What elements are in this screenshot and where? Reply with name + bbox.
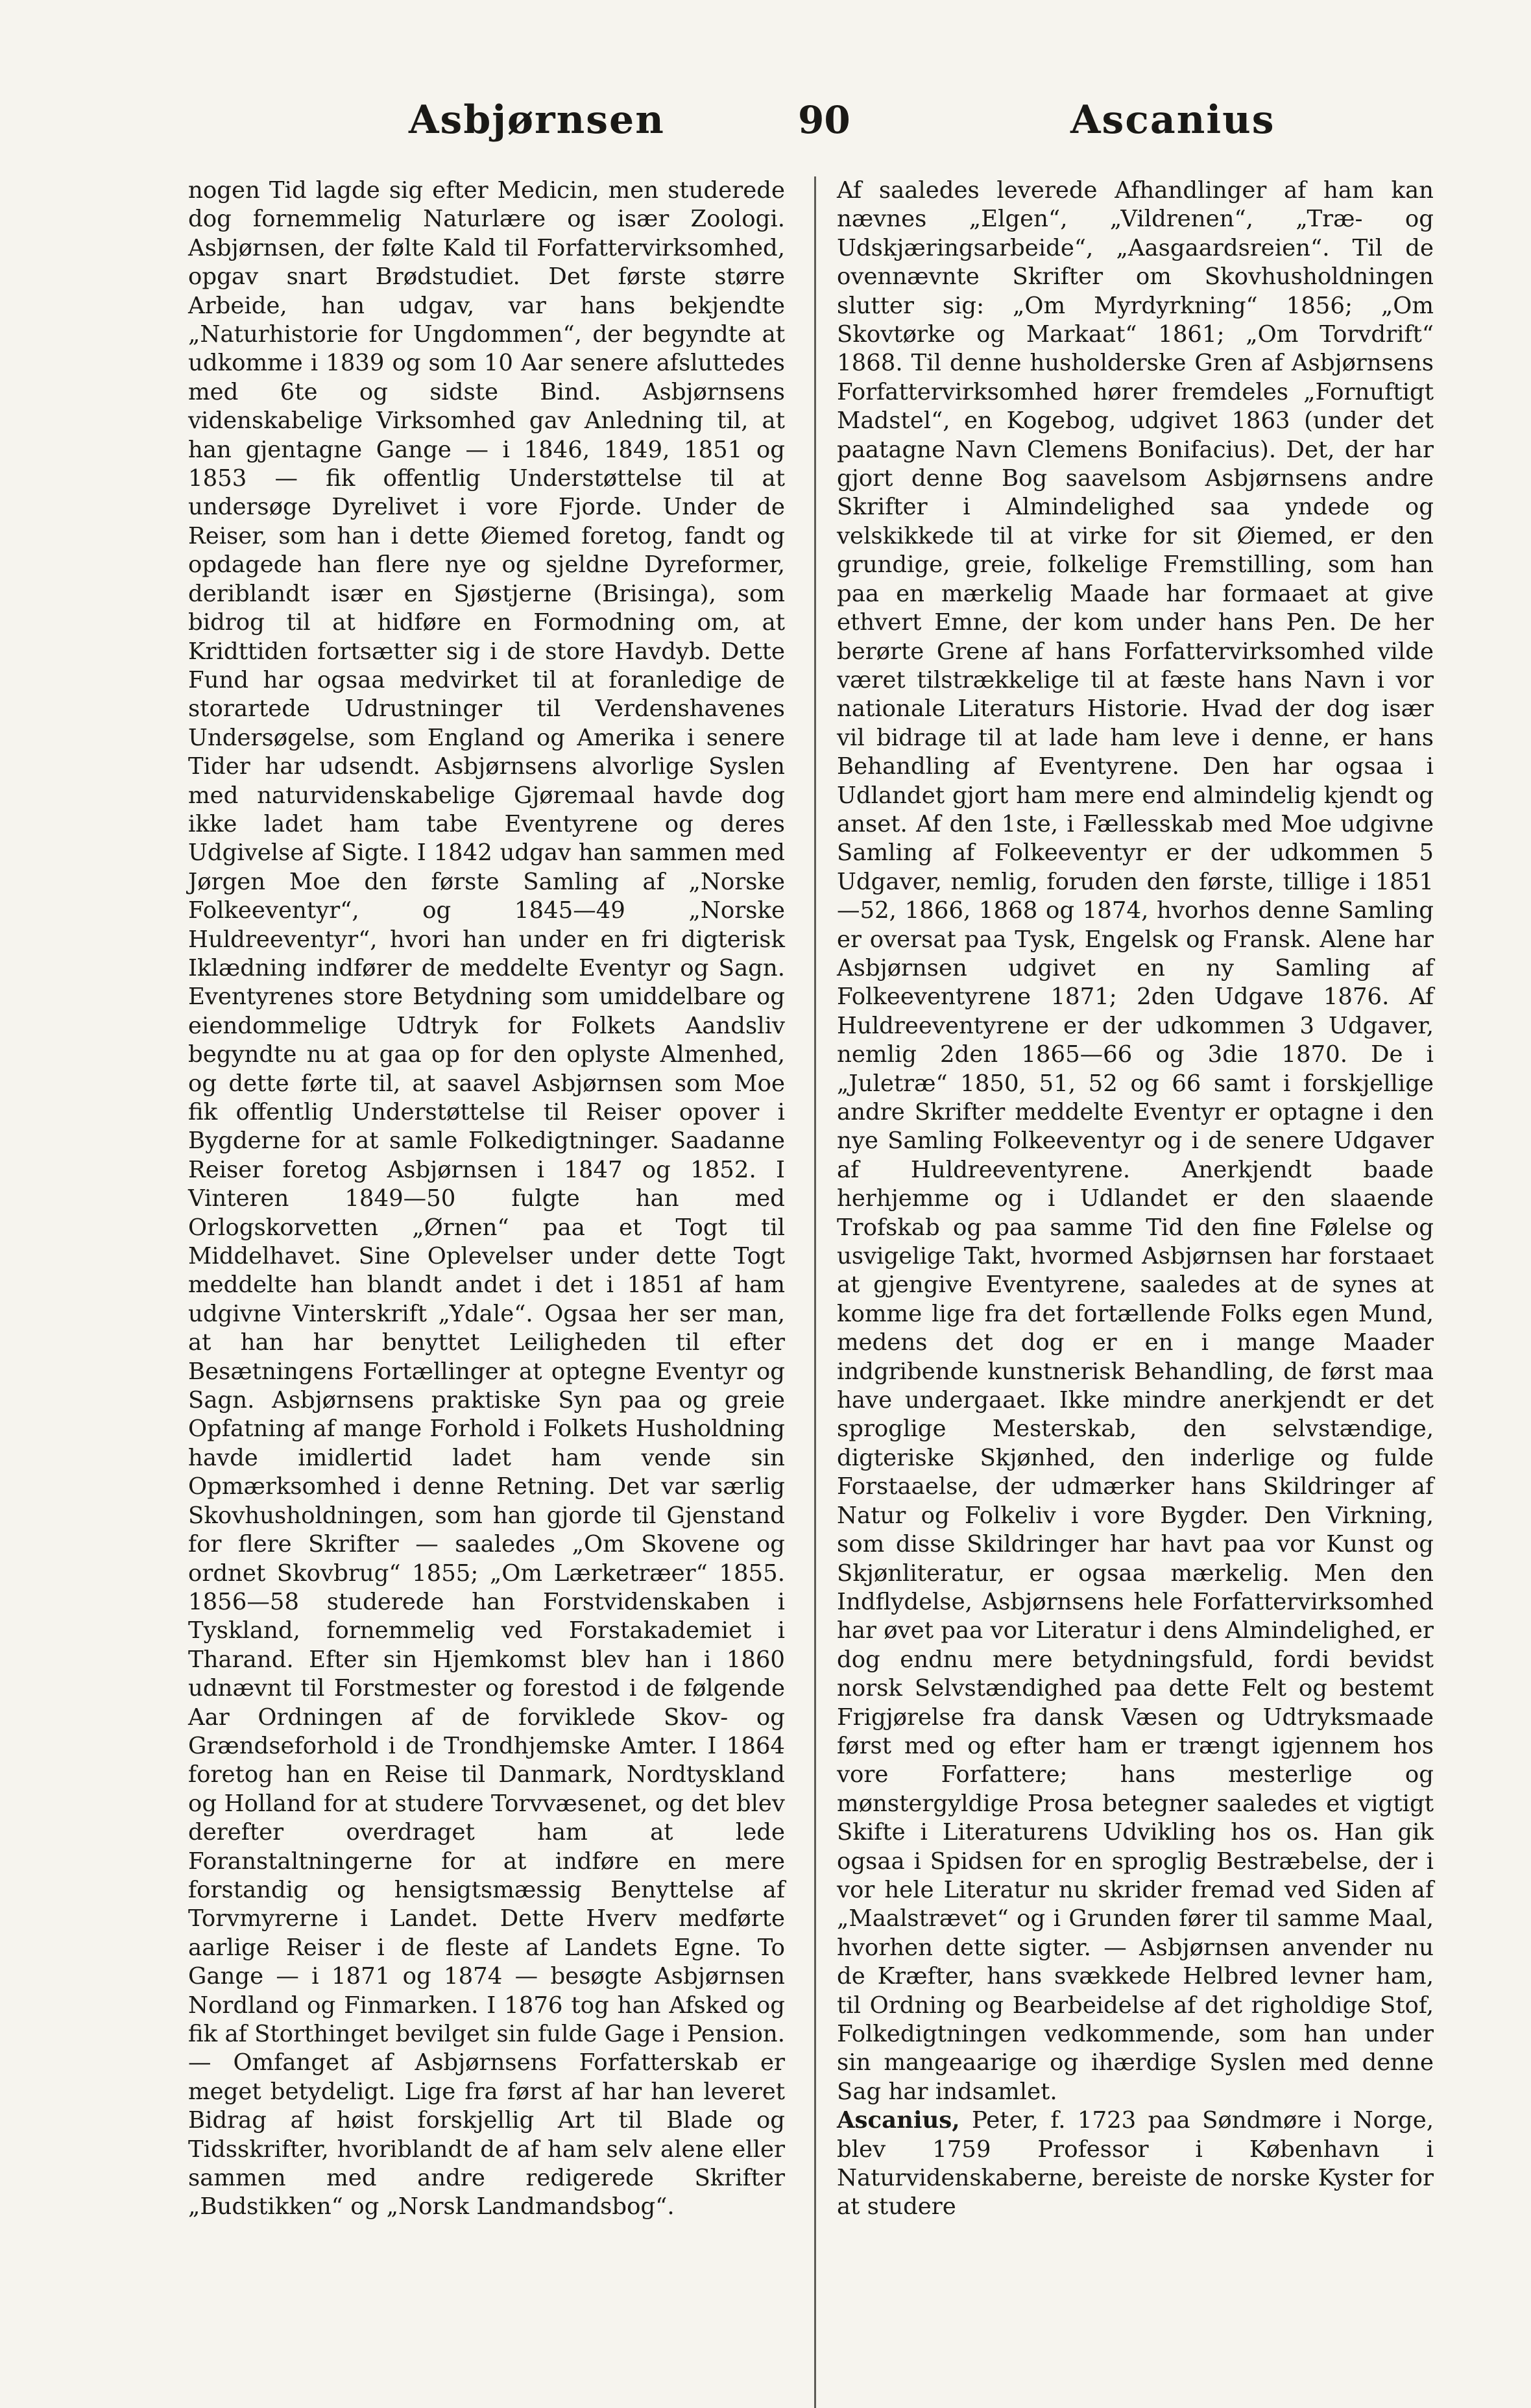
entry-ascanius [837,2106,1434,2222]
left-column [188,176,785,2222]
header-left-catchword: Asbjørnsen [409,97,665,143]
right-column [837,176,1434,2222]
column-divider [814,176,816,2408]
header-right-catchword: Ascanius [1070,97,1275,143]
right-column-text: Af saaledes leverede Afhandlinger af ham kan nævnes „Elgen“, „Vildrenen“, „Træ- og Udskjæringsarbeide“, „Aasgaardsreien“. Til de ovennævnte Skrifter om Skovhusholdningen slutter sig: „Om Myrdyrkning“ 1856; „Om Skovtørke og Markaat“ 1861; „Om Torvdrift“ 1868. Til denne husholderske Gren af Asbjørnsens Forfattervirksomhed hører fremdeles „Fornuftigt Madstel“, en Kogebog, udgivet 1863 (under det paatagne Navn Clemens Bonifacius). Det, der har gjort denne Bog saavelsom Asbjørnsens andre Skrifter i Almindelighed saa yndede og velskikkede til at virke for sit Øiemed, er den grundige, greie, folkelige Fremstilling, som han paa en mærkelig Maade har formaaet at give ethvert Emne, der kom under hans Pen. De her berørte Grene af hans Forfattervirksomhed vilde været tilstrækkelige til at fæste hans Navn i vor nationale Literaturs Historie. Hvad der dog især vil bidrage til at lade ham leve i denne, er hans Behandling af Eventyrene. Den har ogsaa i Udlandet gjort ham mere end almindelig kjendt og anset. Af den 1ste, i Fællesskab med Moe udgivne Samling af Folkeeventyr er der udkommen 5 Udgaver, nemlig, foruden den første, tillige i 1851—52, 1866, 1868 og 1874, hvorhos denne Samling er oversat paa Tysk, Engelsk og Fransk. Alene har Asbjørnsen udgivet en ny Samling af Folkeeventyrene 1871; 2den Udgave 1876. Af Huldreeventyrene er der udkommen 3 Udgaver, nemlig 2den 1865—66 og 3die 1870. De i „Juletræ“ 1850, 51, 52 og 66 samt i forskjellige andre Skrifter meddelte Eventyr er optagne i den nye Samling Folkeeventyr og i de senere Udgaver af Huldreeventyrene. Anerkjendt baade herhjemme og i Udlandet er den slaaende Trofskab og paa samme Tid den fine Følelse og usvigelige Takt, hvormed Asbjørnsen har forstaaet at gjengive Eventyrene, saaledes at de synes at komme lige fra det fortællende Folks egen Mund, medens det dog er en i mange Maader indgribende kunstnerisk Behandling, de først maa have undergaaet. Ikke mindre anerkjendt er det sproglige Mesterskab, den selvstændige, digteriske Skjønhed, den inderlige og fulde Forstaaelse, der udmærker hans Skildringer af Natur og Folkeliv i vore Bygder. Den Virkning, som disse Skildringer har havt paa vor Kunst og Skjønliteratur, er ogsaa mærkelig. Men den Indflydelse, Asbjørnsens hele Forfattervirksomhed har øvet paa vor Literatur i dens Almindelighed, er dog endnu mere betydningsfuld, fordi bevidst norsk Selvstændighed paa dette Felt og bestemt Frigjørelse fra dansk Væsen og Udtryksmaade først med og efter ham er trængt igjennem hos vore Forfattere; hans mesterlige og mønstergyldige Prosa betegner saaledes et vigtigt Skifte i Literaturens Udvikling hos os. Han gik ogsaa i Spidsen for en sproglig Bestræbelse, der i vor hele Literatur nu skrider fremad ved Siden af „Maalstrævet“ og i Grunden fører til samme Maal, hvorhen dette sigter. — Asbjørnsen anvender nu de Kræfter, hans svækkede Helbred levner ham, til Ordning og Bearbeidelse af det righoldige Stof, Folkedigtningen vedkommende, som han under sin mangeaarige og ihærdige Syslen med denne Sag har indsamlet. [837,177,1434,2105]
page-number: 90 [798,98,850,142]
entry-headword: Ascanius, [837,2107,960,2134]
left-column-text: nogen Tid lagde sig efter Medicin, men studerede dog fornemmelig Naturlære og især Zoologi. Asbjørnsen, der følte Kald til Forfattervirksomhed, opgav snart Brødstudiet. Det første større Arbeide, han udgav, var hans bekjendte „Naturhistorie for Ungdommen“, der begyndte at udkomme i 1839 og som 10 Aar senere afsluttedes med 6te og sidste Bind. Asbjørnsens videnskabelige Virksomhed gav Anledning til, at han gjentagne Gange — i 1846, 1849, 1851 og 1853 — fik offentlig Understøttelse til at undersøge Dyrelivet i vore Fjorde. Under de Reiser, som han i dette Øiemed foretog, fandt og opdagede han flere nye og sjeldne Dyreformer, deriblandt især en Sjøstjerne (Brisinga), som bidrog til at hidføre en Formodning om, at Kridttiden fortsætter sig i de store Havdyb. Dette Fund har ogsaa medvirket til at foranledige de storartede Udrustninger til Verdenshavenes Undersøgelse, som England og Amerika i senere Tider har udsendt. Asbjørnsens alvorlige Syslen med naturvidenskabelige Gjøremaal havde dog ikke ladet ham tabe Eventyrene og deres Udgivelse af Sigte. I 1842 udgav han sammen med Jørgen Moe den første Samling af „Norske Folkeeventyr“, og 1845—49 „Norske Huldreeventyr“, hvori han under en fri digterisk Iklædning indfører de meddelte Eventyr og Sagn. Eventyrenes store Betydning som umiddelbare og eiendommelige Udtryk for Folkets Aandsliv begyndte nu at gaa op for den oplyste Almenhed, og dette førte til, at saavel Asbjørnsen som Moe fik offentlig Understøttelse til Reiser opover i Bygderne for at samle Folkedigtninger. Saadanne Reiser foretog Asbjørnsen i 1847 og 1852. I Vinteren 1849—50 fulgte han med Orlogskorvetten „Ørnen“ paa et Togt til Middelhavet. Sine Oplevelser under dette Togt meddelte han blandt andet i det i 1851 af ham udgivne Vinterskrift „Ydale“. Ogsaa her ser man, at han har benyttet Leiligheden til efter Besætningens Fortællinger at optegne Eventyr og Sagn. Asbjørnsens praktiske Syn paa og greie Opfatning af mange Forhold i Folkets Husholdning havde imidlertid ladet ham vende sin Opmærksomhed i denne Retning. Det var særlig Skovhusholdningen, som han gjorde til Gjenstand for flere Skrifter — saaledes „Om Skovene og ordnet Skovbrug“ 1855; „Om Lærketræer“ 1855. 1856—58 studerede han Forstvidenskaben i Tyskland, fornemmelig ved Forstakademiet i Tharand. Efter sin Hjemkomst blev han i 1860 udnævnt til Forstmester og forestod i de følgende Aar Ordningen af de forviklede Skov- og Grændseforhold i de Trondhjemske Amter. I 1864 foretog han en Reise til Danmark, Nordtyskland og Holland for at studere Torvvæsenet, og det blev derefter overdraget ham at lede Foranstaltningerne for at indføre en mere forstandig og hensigtsmæssig Benyttelse af Torvmyrerne i Landet. Dette Hverv medførte aarlige Reiser i de fleste af Landets Egne. To Gange — i 1871 og 1874 — besøgte Asbjørnsen Nordland og Finmarken. I 1876 tog han Afsked og fik af Storthinget bevilget sin fulde Gage i Pension. — Omfanget af Asbjørnsens Forfatterskab er meget betydeligt. Lige fra først af har han leveret Bidrag af høist forskjellig Art til Blade og Tidsskrifter, hvoriblandt de af ham selv alene eller sammen med andre redigerede Skrifter „Budstikken“ og „Norsk Landmandsbog“. [188,177,785,2221]
page-header [188,84,1440,156]
entry-body: Peter, f. 1723 paa Søndmøre i Norge, blev 1759 Professor i København i Naturvidenskaberne, bereiste de norske Kyster for at studere [837,2107,1434,2221]
